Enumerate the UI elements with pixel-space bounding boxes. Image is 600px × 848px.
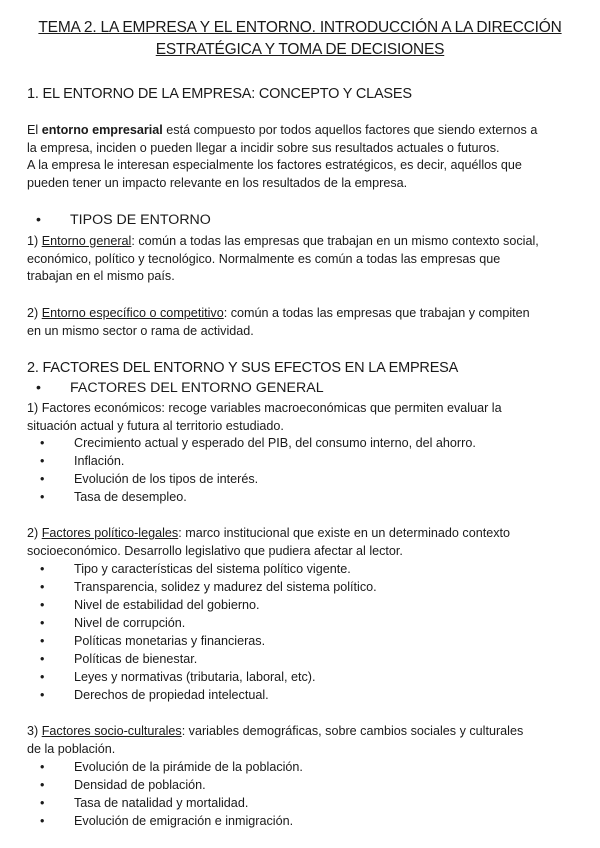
- term: Factores político-legales: [41, 526, 179, 540]
- paragraph-line: [27, 122, 575, 140]
- entorno-general-paragraph: [27, 233, 575, 286]
- text: Densidad de población.: [74, 778, 206, 792]
- section2-heading: 2. FACTORES DEL ENTORNO Y SUS EFECTOS EN LA EMPRESA: [27, 360, 459, 376]
- text: 1): [27, 234, 42, 248]
- text: Tipo y características del sistema político vigente.: [74, 562, 351, 576]
- list-item: [40, 615, 185, 633]
- list-item: [40, 777, 206, 795]
- economicos-paragraph: [27, 400, 575, 435]
- title-line-2: ESTRATÉGICA Y TOMA DE DECISIONES: [155, 41, 445, 58]
- bullet: •: [36, 212, 41, 228]
- term: Factores socio-culturales: [41, 724, 182, 738]
- text: Evolución de los tipos de interés.: [74, 472, 259, 486]
- paragraph-line: económico, político y tecnológico. Normalmente es común a todas las empresas que: [27, 251, 501, 266]
- text: Inflación.: [74, 454, 125, 468]
- text: Tasa de natalidad y mortalidad.: [74, 796, 249, 810]
- section1-paragraph: [27, 122, 575, 192]
- text: : variables demográficas, sobre cambios sociales y culturales: [181, 724, 524, 738]
- bullet: •: [40, 616, 45, 630]
- bullet: •: [40, 454, 45, 468]
- bullet: •: [40, 634, 45, 648]
- paragraph-line: en un mismo sector o rama de actividad.: [27, 323, 254, 338]
- text: : marco institucional que existe en un determinado contexto: [178, 526, 511, 540]
- bullet: •: [40, 796, 45, 810]
- list-item: [40, 471, 258, 489]
- paragraph-line: de la población.: [27, 741, 116, 756]
- text: : común a todas las empresas que trabajan y compiten: [223, 306, 530, 320]
- text: Nivel de corrupción.: [74, 616, 186, 630]
- list-item: [40, 687, 269, 705]
- text: TIPOS DE ENTORNO: [70, 212, 211, 228]
- entorno-especifico-paragraph: [27, 305, 575, 340]
- list-item: [40, 633, 265, 651]
- bullet: •: [40, 652, 45, 666]
- bullet: •: [40, 562, 45, 576]
- list-item: [40, 651, 197, 669]
- list-item: [40, 579, 377, 597]
- bullet: •: [40, 778, 45, 792]
- text: Tasa de desempleo.: [74, 490, 187, 504]
- factores-general-heading: [36, 380, 324, 396]
- text: Evolución de emigración e inmigración.: [74, 814, 294, 828]
- document-title: [20, 17, 580, 61]
- title-line-1: TEMA 2. LA EMPRESA Y EL ENTORNO. INTRODUCCIÓN A LA DIRECCIÓN: [38, 19, 562, 36]
- text: está compuesto por todos aquellos factores que siendo externos a: [162, 123, 538, 137]
- socio-culturales-paragraph: [27, 723, 575, 758]
- text: 3): [27, 724, 42, 738]
- paragraph-line: pueden tener un impacto relevante en los resultados de la empresa.: [27, 175, 408, 190]
- text: Nivel de estabilidad del gobierno.: [74, 598, 260, 612]
- list-item: [40, 669, 315, 687]
- text: 2): [27, 306, 42, 320]
- bullet: •: [40, 598, 45, 612]
- text: Políticas de bienestar.: [74, 652, 198, 666]
- text: 2): [27, 526, 42, 540]
- paragraph-line: [27, 525, 575, 543]
- list-item: [40, 489, 187, 507]
- tipos-heading: [36, 212, 211, 228]
- text: El: [27, 123, 42, 137]
- paragraph-line: [27, 233, 575, 251]
- bullet: •: [40, 670, 45, 684]
- paragraph-line: A la empresa le interesan especialmente los factores estratégicos, es decir, aquéllos que: [27, 158, 522, 172]
- paragraph-line: socioeconómico. Desarrollo legislativo que pudiera afectar al lector.: [27, 543, 403, 558]
- text: FACTORES DEL ENTORNO GENERAL: [70, 380, 324, 396]
- term: Entorno general: [41, 234, 132, 248]
- bold-term: entorno empresarial: [41, 123, 163, 137]
- list-item: [40, 795, 248, 813]
- list-item: [40, 813, 293, 831]
- text: Políticas monetarias y financieras.: [74, 634, 266, 648]
- bullet: •: [40, 472, 45, 486]
- paragraph-line: [27, 723, 575, 741]
- term: Entorno específico o competitivo: [41, 306, 224, 320]
- text: Transparencia, solidez y madurez del sistema político.: [74, 580, 377, 594]
- list-item: [40, 453, 124, 471]
- bullet: •: [40, 490, 45, 504]
- list-item: [40, 435, 476, 453]
- paragraph-line: trabajan en el mismo país.: [27, 269, 175, 283]
- paragraph-line: 1) Factores económicos: recoge variables macroeconómicas que permiten evaluar la: [27, 401, 502, 415]
- section1-heading: 1. EL ENTORNO DE LA EMPRESA: CONCEPTO Y CLASES: [27, 86, 412, 102]
- politico-legales-paragraph: [27, 525, 575, 560]
- text: Crecimiento actual y esperado del PIB, del consumo interno, del ahorro.: [74, 436, 476, 450]
- text: Derechos de propiedad intelectual.: [74, 688, 269, 702]
- text: Leyes y normativas (tributaria, laboral, etc).: [74, 670, 316, 684]
- bullet: •: [40, 580, 45, 594]
- bullet: •: [40, 688, 45, 702]
- bullet: •: [40, 436, 45, 450]
- text: : común a todas las empresas que trabajan en un mismo contexto social,: [131, 234, 539, 248]
- list-item: [40, 759, 303, 777]
- list-item: [40, 597, 260, 615]
- bullet: •: [36, 380, 41, 396]
- paragraph-line: [27, 305, 575, 323]
- bullet: •: [40, 814, 45, 828]
- bullet: •: [40, 760, 45, 774]
- paragraph-line: la empresa, inciden o pueden llegar a incidir sobre sus resultados actuales o futuros.: [27, 140, 500, 155]
- list-item: [40, 561, 351, 579]
- text: Evolución de la pirámide de la población.: [74, 760, 303, 774]
- paragraph-line: situación actual y futura al territorio estudiado.: [27, 418, 284, 433]
